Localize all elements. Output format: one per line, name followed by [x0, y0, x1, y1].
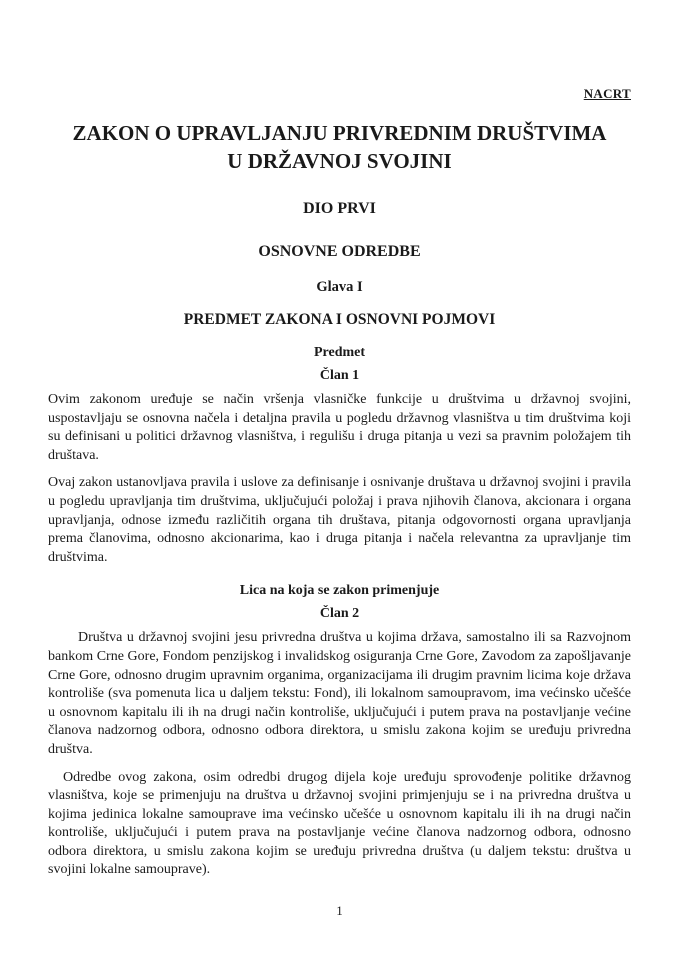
page-number: 1: [336, 903, 343, 918]
article-2-paragraph-1: Društva u državnoj svojini jesu privredna društva u kojima država, samostalno ili sa Razvojnom bankom Crne Gore, Fondom penzijskog i invalidskog osiguranja Crne Gore, Zavodom za zapošljavanje Crne Gore, odnosno drugim upravnim organima, organizacijama ili drugim pravnim licima koje država kontroliše (sva pomenuta lica u daljem tekstu: Fond), ili lokalnom samoupravom, ima većinsko učešće u osnovnom kapitalu ili ih na drugi način kontroliše, uključujući i putem prava na postavljanje većine članova nadzornog odbora, odnosno odbora direktora, u smislu zakona kojim se uređuju privredna društva.: [48, 630, 631, 757]
document-title: [48, 119, 631, 175]
article-1-subject-heading: Predmet: [313, 345, 366, 360]
article-section-2: [48, 582, 631, 880]
document-title-line-1: ZAKON O UPRAVLJANJU PRIVREDNIM DRUŠTVIMA: [72, 121, 607, 145]
part-title: OSNOVNE ODREDBE: [258, 243, 421, 260]
article-2-number-heading: Član 2: [319, 606, 360, 622]
chapter-heading: Glava I: [316, 279, 363, 295]
article-2-subject-heading: Lica na koja se zakon primenjuje: [239, 583, 440, 599]
article-section-1: [48, 344, 631, 567]
article-2-paragraph-2: Odredbe ovog zakona, osim odredbi drugog dijela koje uređuju sprovođenje politike državnog vlasništva, koje se primenjuju na društva u državnoj svojini primjenjuju se i na privredna društva u kojima jedinica lokalne samouprave ima većinsko učešće u osnovnom kapitalu ili ih na drugi način kontroliše, uključujući i putem prava na postavljanje većine članova nadzornog odbora, odnosno odbora direktora, u smislu zakona kojim se uređuju privredna društva (u daljem tekstu: društva u svojini lokalne samouprave).: [48, 769, 631, 878]
draft-label: NACRT: [583, 86, 631, 101]
document-title-line-2: U DRŽAVNOJ SVOJINI: [227, 149, 452, 173]
chapter-title: PREDMET ZAKONA I OSNOVNI POJMOVI: [183, 311, 496, 328]
part-heading: DIO PRVI: [303, 200, 376, 217]
article-1-number-heading: Član 1: [319, 368, 360, 383]
article-1-paragraph-1: Ovim zakonom uređuje se način vršenja vlasničke funkcije u društvima u državnoj svojini, uspostavljaju se osnovna načela i detaljna pravila u pogledu državnog vlasništva u tim društvima koji su definisani u politici državnog vlasništva, i regulišu i druga pitanja u vezi sa pravnim položajem tih društava.: [48, 392, 631, 463]
article-1-paragraph-2: Ovaj zakon ustanovljava pravila i uslove za definisanje i osnivanje društava u državnoj svojini i pravila u pogledu upravljanja tim društvima, uključujući položaj i prava njihovih članova, akcionara i organa upravljanja, odnose između različitih organa tih društava, pitanja odgovornosti organa upravljanja prema članovima, odnosno akcionarima, kao i druga pitanja i načela relevantna za upravljanje tim društvima.: [48, 475, 631, 565]
